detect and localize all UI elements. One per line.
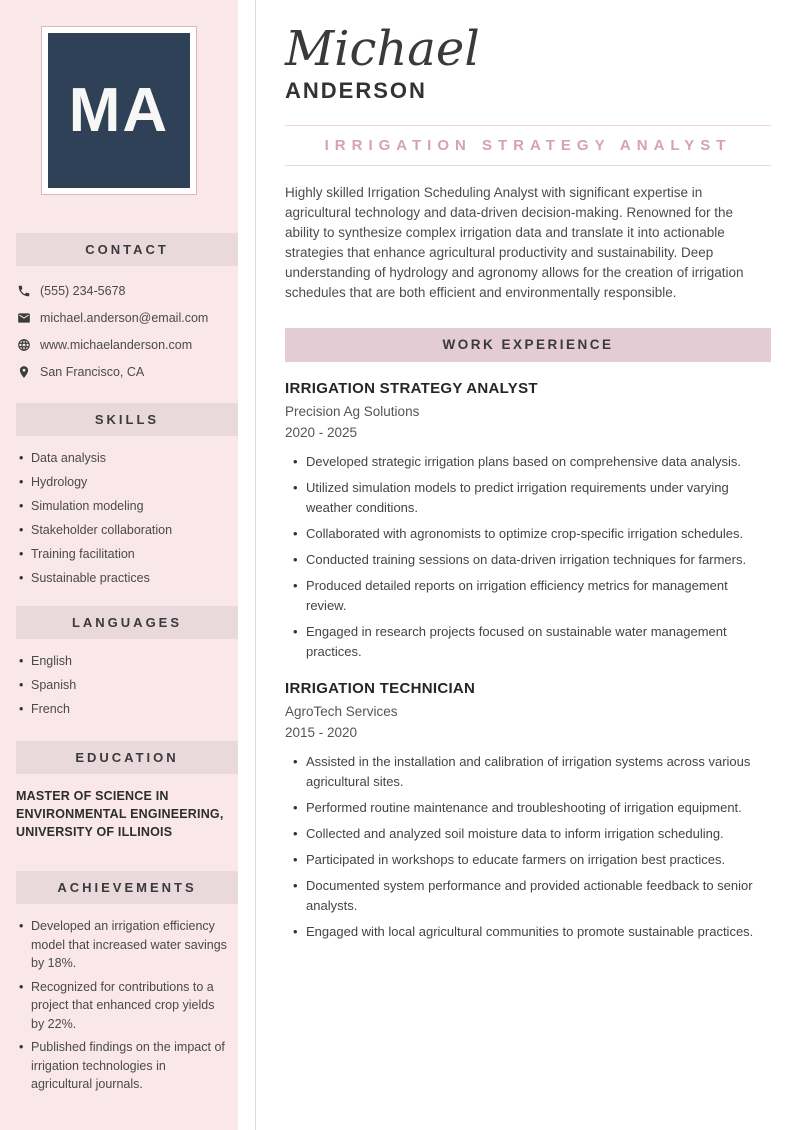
skill-item: • Data analysis	[19, 449, 230, 467]
main-column	[285, 0, 771, 948]
job-bullet: • Performed routine maintenance and troubleshooting of irrigation equipment.	[293, 798, 771, 818]
contact-heading: CONTACT	[16, 233, 238, 266]
skill-item: • Simulation modeling	[19, 497, 230, 515]
job-entry	[285, 380, 771, 662]
email-address: michael.anderson@email.com	[40, 310, 209, 325]
education-heading: EDUCATION	[16, 741, 238, 774]
languages-list	[0, 652, 238, 718]
role-title: IRRIGATION STRATEGY ANALYST	[324, 137, 732, 155]
website-url: www.michaelanderson.com	[40, 337, 193, 352]
job-bullet: • Assisted in the installation and calibration of irrigation systems across various agricultural sites.	[293, 752, 771, 792]
achievement-item: • Recognized for contributions to a project that enhanced crop yields by 22%.	[19, 978, 230, 1034]
job-bullet: • Collected and analyzed soil moisture data to inform irrigation scheduling.	[293, 824, 771, 844]
achievements-list	[0, 917, 238, 1094]
contact-section	[0, 233, 238, 385]
monogram-avatar: MA	[48, 33, 190, 188]
last-name: ANDERSON	[285, 78, 427, 104]
job-bullet: • Utilized simulation models to predict irrigation requirements under varying weather conditions.	[293, 478, 771, 518]
sidebar	[0, 0, 238, 1130]
language-item: • Spanish	[19, 676, 230, 694]
job-bullet: • Participated in workshops to educate farmers on irrigation best practices.	[293, 850, 771, 870]
job-dates: 2015 - 2020	[285, 725, 358, 741]
column-divider	[255, 0, 256, 1130]
contact-item-website	[17, 331, 238, 358]
achievement-item: • Developed an irrigation efficiency model that increased water savings by 18%.	[19, 917, 230, 973]
location-text: San Francisco, CA	[40, 364, 145, 379]
professional-summary: Highly skilled Irrigation Scheduling Analyst with significant expertise in agricultural technology and data-driven decision-making. Renowned for the ability to synthesize complex irrigation data and translate it into actionable strategies that enhance agricultural productivity and sustainability. Deep understanding of hydrology and agronomy allows for the creation of irrigation schedules that are both efficient and environmentally responsible.	[285, 185, 744, 301]
job-company: AgroTech Services	[285, 704, 398, 720]
education-section	[0, 741, 238, 841]
achievements-section	[0, 871, 238, 1094]
education-degree: MASTER OF SCIENCE IN ENVIRONMENTAL ENGINEERING, UNIVERSITY OF ILLINOIS	[16, 789, 224, 839]
contact-item-phone	[17, 277, 238, 304]
contact-list	[0, 277, 238, 385]
language-item: • English	[19, 652, 230, 670]
job-bullet: • Documented system performance and provided actionable feedback to senior analysts.	[293, 876, 771, 916]
phone-icon	[17, 284, 31, 298]
job-bullet-list	[285, 752, 771, 942]
job-bullet: • Produced detailed reports on irrigation efficiency metrics for management review.	[293, 576, 771, 616]
work-experience-heading: WORK EXPERIENCE	[285, 328, 771, 362]
profile-photo-frame	[41, 26, 197, 195]
phone-number: (555) 234-5678	[40, 283, 126, 298]
skill-item: • Sustainable practices	[19, 569, 230, 587]
job-title: IRRIGATION TECHNICIAN	[285, 680, 476, 698]
job-entry	[285, 680, 771, 942]
skills-section	[0, 403, 238, 587]
job-bullet: • Conducted training sessions on data-driven irrigation techniques for farmers.	[293, 550, 771, 570]
job-title: IRRIGATION STRATEGY ANALYST	[285, 380, 538, 398]
skill-item: • Stakeholder collaboration	[19, 521, 230, 539]
job-bullet-list	[285, 452, 771, 662]
globe-icon	[17, 338, 31, 352]
email-icon	[17, 311, 31, 325]
skill-item: • Training facilitation	[19, 545, 230, 563]
languages-section	[0, 606, 238, 718]
job-company: Precision Ag Solutions	[285, 404, 420, 420]
first-name: Michael	[285, 21, 480, 77]
job-bullet: • Collaborated with agronomists to optimize crop-specific irrigation schedules.	[293, 524, 771, 544]
contact-item-location	[17, 358, 238, 385]
skill-item: • Hydrology	[19, 473, 230, 491]
achievements-heading: ACHIEVEMENTS	[16, 871, 238, 904]
job-bullet: • Developed strategic irrigation plans based on comprehensive data analysis.	[293, 452, 771, 472]
contact-item-email	[17, 304, 238, 331]
skills-heading: SKILLS	[16, 403, 238, 436]
achievement-item: • Published findings on the impact of irrigation technologies in agricultural journals.	[19, 1038, 230, 1094]
skills-list	[0, 449, 238, 587]
location-pin-icon	[17, 365, 31, 379]
language-item: • French	[19, 700, 230, 718]
job-bullet: • Engaged with local agricultural communities to promote sustainable practices.	[293, 922, 771, 942]
languages-heading: LANGUAGES	[16, 606, 238, 639]
role-band	[285, 125, 771, 166]
job-bullet: • Engaged in research projects focused on sustainable water management practices.	[293, 622, 771, 662]
job-dates: 2020 - 2025	[285, 425, 358, 441]
